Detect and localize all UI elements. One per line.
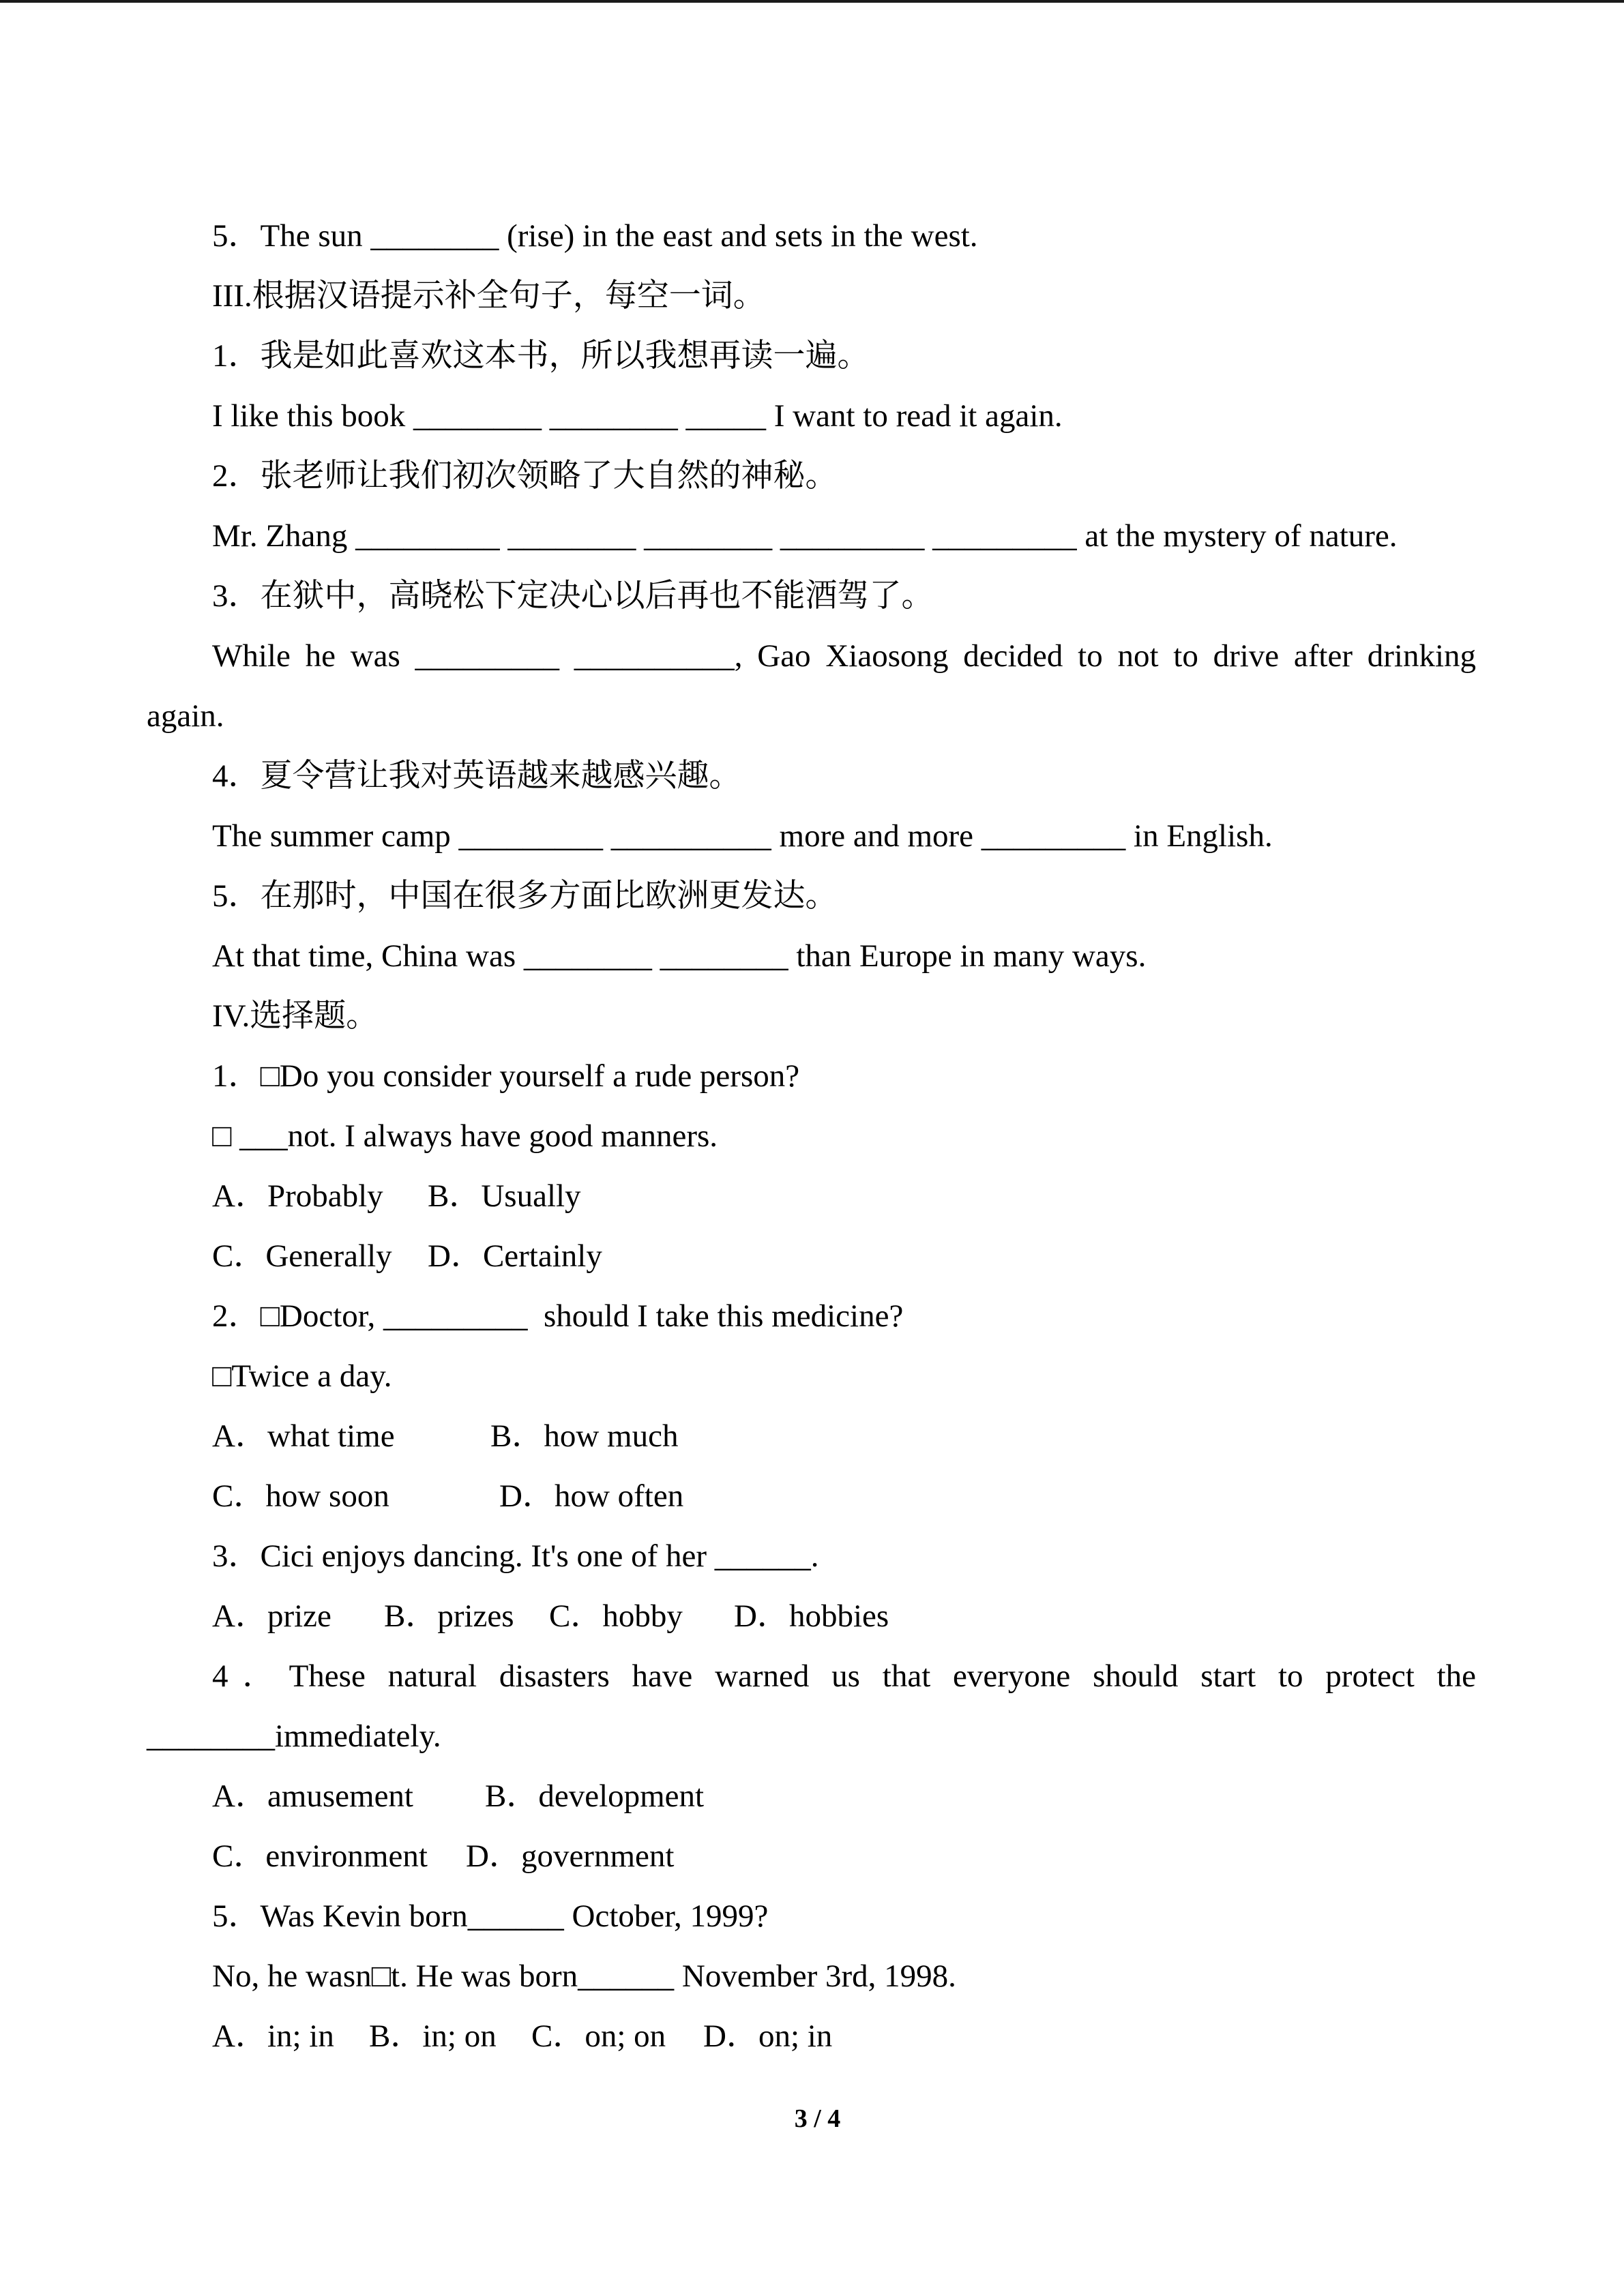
- options-row: [0, 1826, 1624, 1886]
- option-b: B．Usually: [428, 1178, 581, 1214]
- previous-question-item: 5．The sun ________ (rise) in the east and sets in the west.: [212, 218, 978, 254]
- english-sentence: The summer camp _________ __________ more and more _________ in English.: [212, 818, 1273, 854]
- option-c: C．environment: [212, 1838, 428, 1874]
- question-stem: No, he wasn□t. He was born______ November 3rd, 1998.: [212, 1958, 956, 1994]
- option-d: D．government: [466, 1838, 675, 1874]
- option-c: C．hobby: [549, 1598, 683, 1634]
- options-row: [0, 1166, 1624, 1226]
- option-d: D．Certainly: [428, 1238, 602, 1274]
- chinese-prompt: 2．张老师让我们初次领略了大自然的神秘。: [212, 458, 838, 494]
- option-b: B．development: [485, 1778, 705, 1814]
- options-row: [0, 2006, 1624, 2066]
- option-a: A．what time: [212, 1418, 395, 1454]
- options-row: [0, 1226, 1624, 1286]
- english-sentence-continuation: again.: [147, 698, 224, 734]
- option-a: A．Probably: [212, 1178, 383, 1214]
- question-stem: 4．These natural disasters have warned us that everyone should start to protect the: [212, 1658, 1476, 1694]
- question-stem: 1．□Do you consider yourself a rude person?: [212, 1058, 800, 1094]
- question-stem: 3．Cici enjoys dancing. It's one of her ______.: [212, 1538, 819, 1574]
- option-d: D．on; in: [703, 2018, 833, 2054]
- question-stem: 5．Was Kevin born______ October, 1999?: [212, 1898, 769, 1934]
- option-a: A．prize: [212, 1598, 331, 1634]
- english-sentence: While he was _________ __________, Gao Xiaosong decided to not to drive after drinking: [212, 638, 1476, 674]
- section-heading-part4: IV.选择题。: [212, 998, 379, 1034]
- options-row: [0, 1586, 1624, 1646]
- option-b: B．in; on: [369, 2018, 497, 2054]
- page-content: [0, 206, 1624, 2066]
- question-stem: 2．□Doctor, _________ should I take this medicine?: [212, 1298, 904, 1334]
- chinese-prompt: 4．夏令营让我对英语越来越感兴趣。: [212, 758, 741, 794]
- option-b: B．prizes: [384, 1598, 514, 1634]
- english-sentence: Mr. Zhang _________ ________ ________ _________ _________ at the mystery of nature.: [212, 518, 1398, 554]
- options-row: [0, 1466, 1624, 1526]
- question-stem: □ ___not. I always have good manners.: [212, 1118, 718, 1154]
- page-number: 3 / 4: [794, 2104, 841, 2133]
- question-stem-continuation: ________immediately.: [147, 1718, 441, 1754]
- option-a: A．in; in: [212, 2018, 334, 2054]
- option-c: C．Generally: [212, 1238, 392, 1274]
- section-heading-part3: III.根据汉语提示补全句子，每空一词。: [212, 278, 765, 314]
- option-d: D．hobbies: [734, 1598, 889, 1634]
- options-row: [0, 1766, 1624, 1826]
- option-d: D．how often: [499, 1478, 684, 1514]
- option-c: C．how soon: [212, 1478, 389, 1514]
- page-top-rule: [0, 0, 1624, 3]
- option-b: B．how much: [490, 1418, 679, 1454]
- chinese-prompt: 3．在狱中，高晓松下定决心以后再也不能酒驾了。: [212, 578, 934, 614]
- chinese-prompt: 1．我是如此喜欢这本书，所以我想再读一遍。: [212, 338, 870, 374]
- chinese-prompt: 5．在那时，中国在很多方面比欧洲更发达。: [212, 878, 838, 914]
- option-a: A．amusement: [212, 1778, 413, 1814]
- english-sentence: I like this book ________ ________ _____ I want to read it again.: [212, 398, 1063, 434]
- english-sentence: At that time, China was ________ ________ than Europe in many ways.: [212, 938, 1147, 974]
- option-c: C．on; on: [531, 2018, 666, 2054]
- options-row: [0, 1406, 1624, 1466]
- question-stem: □Twice a day.: [212, 1358, 392, 1394]
